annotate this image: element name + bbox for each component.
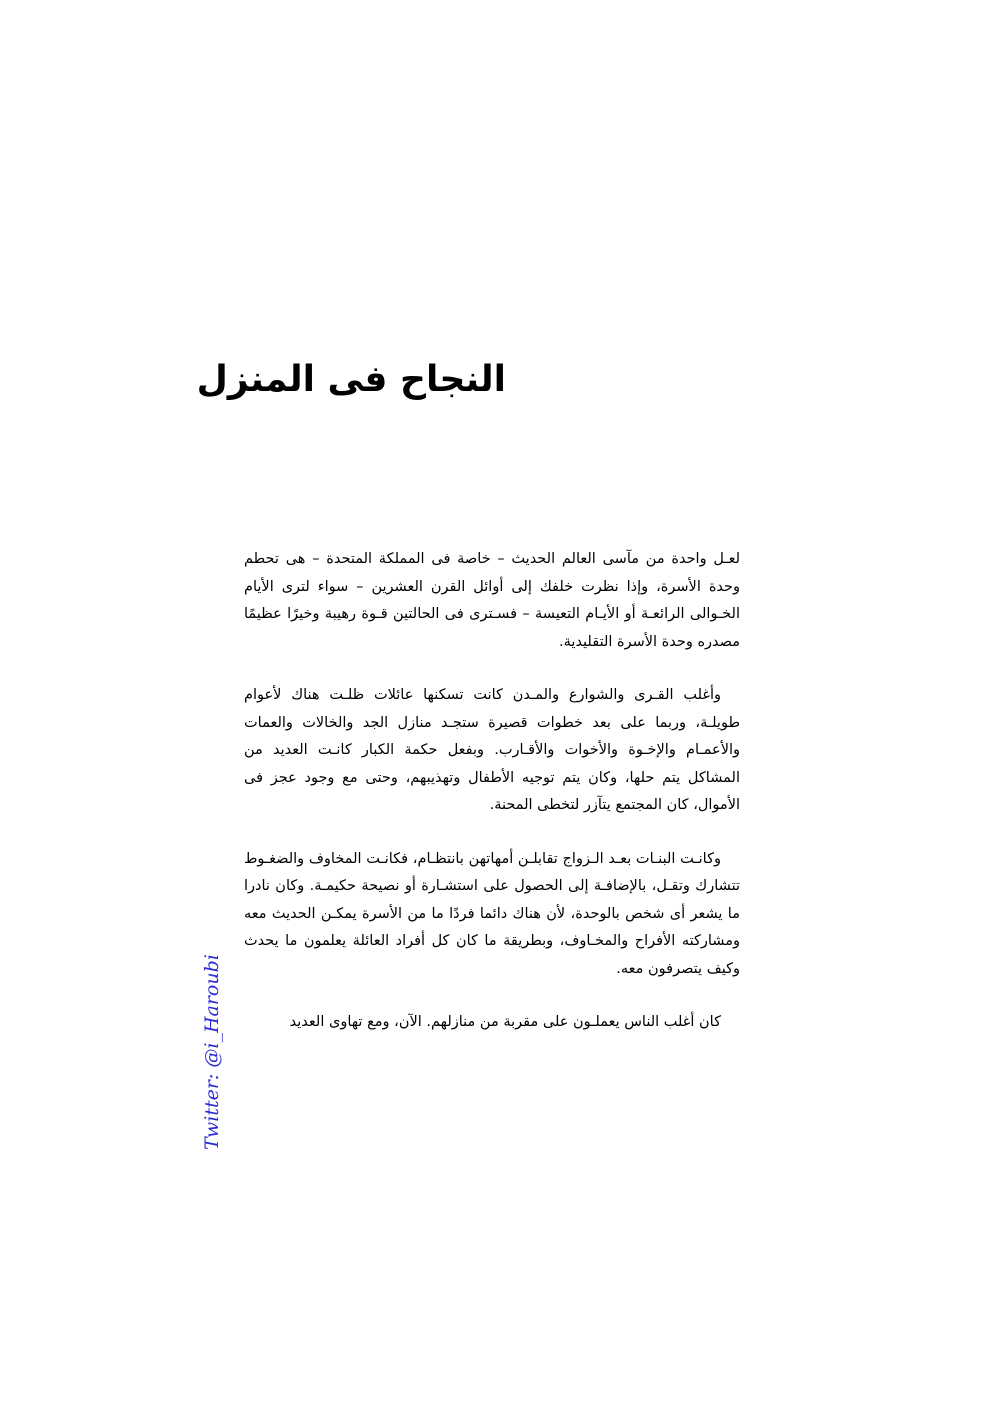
chapter-title: النجاح فى المنزل [196, 359, 506, 400]
paragraph-2: وأغلب القـرى والشوارع والمـدن كانت تسكنها عائلات ظلـت هناك لأعوام طويلـة، وربما على بعد خطوات قصيرة ستجـد منازل الجد والخالات والعمات والأعمـام والإخـوة والأخوات والأقـارب. وبفعل حكمة الكبار كانـت العديد من المشاكل يتم حلها، وكان يتم توجيه الأطفال وتهذيبهم، وحتى مع وجود عجز فى الأموال، كان المجتمع يتآزر لتخطى المحنة. [244, 687, 740, 813]
paragraph-3: وكانـت البنـات بعـد الـزواج تقابلـن أمهاتهن بانتظـام، فكانـت المخاوف والضغـوط تتشارك وتقـل، بالإضافـة إلى الحصول على استشـارة أو نصيحة حكيمـة. وكان نادرا ما يشعر أى شخص بالوحدة، لأن هناك دائما فردًا ما من الأسرة يمكـن الحديث معه ومشاركته الأفراح والمخـاوف، وبطريقة ما كان كل أفراد العائلة يعلمون ما يحدث وكيف يتصرفون معه. [244, 850, 740, 977]
chapter-body [244, 546, 740, 1063]
paragraph-4: كان أغلب الناس يعملـون على مقربة من منازلهم. الآن، ومع تهاوى العديد [289, 1014, 721, 1030]
paragraph-1: لعـل واحدة من مآسى العالم الحديث – خاصة فى المملكة المتحدة – هى تحطم وحدة الأسرة، وإذا نظرت خلفك إلى أوائل القرن العشرين – سواء لترى الأيام الخـوالى الرائعـة أو الأيـام التعيسة – فسـترى فى الحالتين قـوة رهيبة وخيرًا عظيمًا مصدره وحدة الأسرة التقليدية. [244, 551, 740, 650]
twitter-watermark: Twitter: @i_Haroubi [201, 954, 223, 1150]
